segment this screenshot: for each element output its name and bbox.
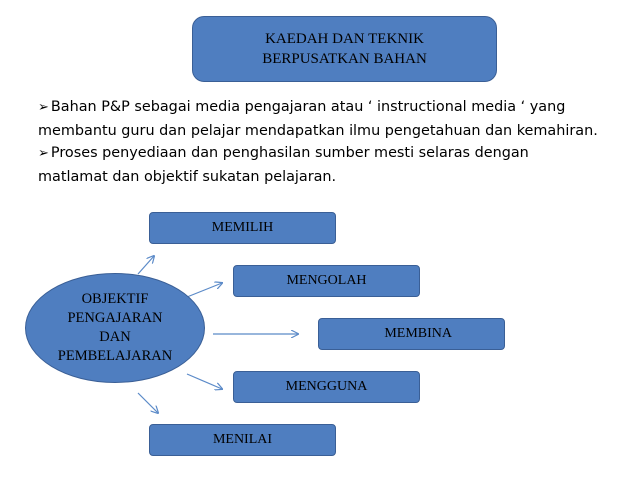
node-menilai — [149, 424, 336, 456]
center-objective-ellipse — [25, 273, 205, 383]
node-memilih-label: MEMILIH — [211, 220, 274, 235]
arrowhead-bullet-icon: ➢ — [38, 100, 49, 115]
arrow-to-menilai — [138, 393, 158, 413]
arrowhead-bullet-icon: ➢ — [38, 146, 49, 161]
title-line-1: KAEDAH DAN TEKNIK — [265, 31, 424, 47]
center-line-2: PENGAJARAN — [67, 310, 163, 326]
arrow-to-memilih — [138, 256, 154, 274]
node-membina — [318, 318, 505, 350]
node-mengguna — [233, 371, 420, 403]
arrow-to-mengguna — [187, 374, 222, 389]
center-line-3: DAN — [99, 329, 131, 345]
center-line-4: PEMBELAJARAN — [57, 348, 173, 364]
node-mengolah-label: MENGOLAH — [286, 273, 367, 288]
title-line-2: BERPUSATKAN BAHAN — [262, 51, 427, 67]
node-menilai-label: MENILAI — [212, 432, 273, 447]
node-mengolah — [233, 265, 420, 297]
bullet-text-1: Bahan P&P sebagai media pengajaran atau ‘ instructional media ‘ yang membantu guru dan pelajar mendapatkan ilmu pengetahuan dan kemahiran. — [38, 99, 598, 139]
node-mengguna-label: MENGGUNA — [285, 379, 368, 394]
bullet-text-2: Proses penyediaan dan penghasilan sumber mesti selaras dengan matlamat dan objektif sukatan pelajaran. — [38, 145, 529, 185]
center-line-1: OBJEKTIF — [81, 291, 149, 307]
node-memilih — [149, 212, 336, 244]
node-membina-label: MEMBINA — [384, 326, 452, 341]
arrow-to-mengolah — [187, 283, 222, 297]
